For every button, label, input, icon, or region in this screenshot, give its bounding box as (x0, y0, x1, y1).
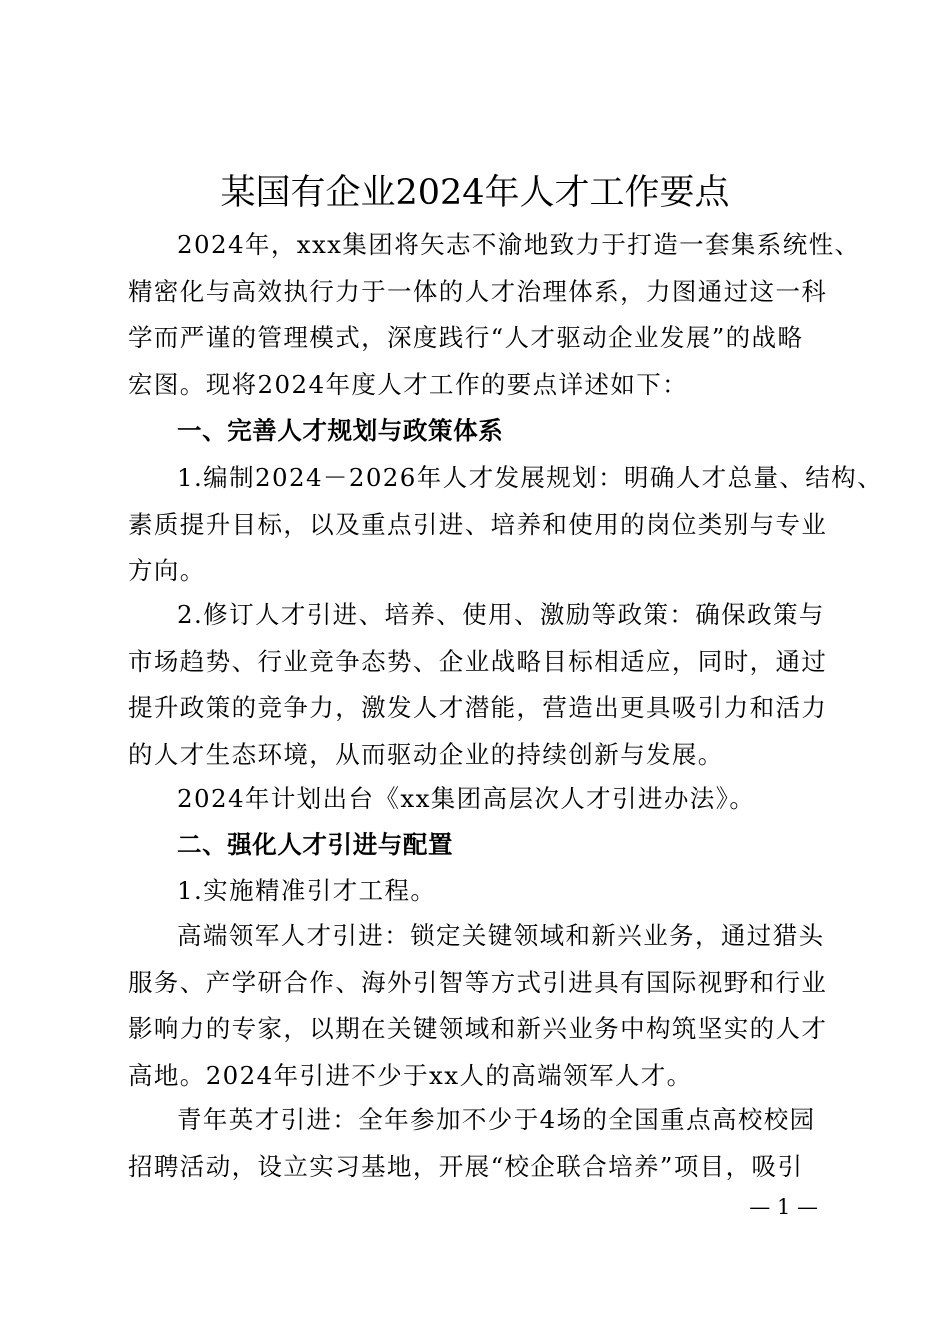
text-line: 1.编制2024－2026年人才发展规划：明确人才总量、结构、 (177, 463, 883, 492)
text-line: 市场趋势、行业竞争态势、企业战略目标相适应，同时，通过 (128, 646, 828, 676)
text-line: 服务、产学研合作、海外引智等方式引进具有国际视野和行业 (128, 967, 828, 997)
text-line: 提升政策的竞争力，激发人才潜能，营造出更具吸引力和活力 (128, 693, 828, 723)
text-line: 方向。 (128, 556, 206, 586)
section1-item1 (128, 455, 883, 595)
text-line: 招聘活动，设立实习基地，开展“校企联合培养”项目，吸引 (128, 1151, 804, 1181)
text-line: 高地。2024年引进不少于xx人的高端领军人才。 (128, 1060, 693, 1090)
text-line: 高端领军人才引进：锁定关键领域和新兴业务，通过猎头 (177, 921, 825, 950)
text-line: 精密化与高效执行力于一体的人才治理体系，力图通过这一科 (128, 276, 828, 306)
section-heading-text: 二、强化人才引进与配置 (177, 830, 454, 859)
page-number: — 1 — (749, 1195, 818, 1219)
section-heading-1 (128, 408, 832, 455)
section2-leaders (128, 913, 832, 1099)
section1-item2 (128, 592, 832, 778)
text-line: 1.实施精准引才工程。 (177, 876, 437, 905)
document-title: 某国有企业2024年人才工作要点 (220, 173, 730, 213)
text-line: 宏图。现将2024年度人才工作的要点详述如下： (128, 369, 689, 399)
text-line: 2024年计划出台《xx集团高层次人才引进办法》。 (177, 784, 756, 813)
text-line: 的人才生态环境，从而驱动企业的持续创新与发展。 (128, 739, 724, 769)
text-line: 影响力的专家，以期在关键领域和新兴业务中构筑坚实的人才 (128, 1014, 828, 1044)
section2-youth (128, 1097, 832, 1190)
section-heading-2 (128, 822, 832, 869)
text-line: 学而严谨的管理模式，深度践行“人才驱动企业发展”的战略 (128, 323, 804, 353)
section1-plan (128, 776, 832, 823)
text-line: 2.修订人才引进、培养、使用、激励等政策：确保政策与 (177, 600, 825, 629)
text-line: 2024年，xxx集团将矢志不渝地致力于打造一套集系统性、 (177, 230, 861, 259)
text-line: 青年英才引进：全年参加不少于4场的全国重点高校校园 (177, 1105, 816, 1134)
section-heading-text: 一、完善人才规划与政策体系 (177, 416, 504, 445)
section2-item1 (128, 868, 832, 915)
text-line: 素质提升目标，以及重点引进、培养和使用的岗位类别与专业 (128, 509, 828, 539)
intro-paragraph (128, 222, 861, 408)
